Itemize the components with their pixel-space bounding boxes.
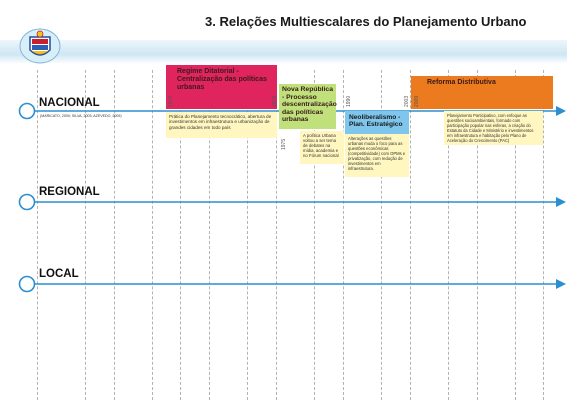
note-nova-republica: A política Urbana voltou a ser tema de debates na mídia, academia e no Fórum nacional xyxy=(300,131,344,164)
period-regime-label: Regime Ditatorial - Centralização das políticas urbanas xyxy=(177,68,267,91)
year-marker: 1990 xyxy=(346,95,352,107)
sources-note: (MARICATO, 2000; SILVA, 2003; AZEVEDO, 2009) xyxy=(40,114,122,118)
year-marker: 2003 xyxy=(404,95,410,107)
note-reforma: Planejamento Participativo, com enfoque as questões socioambientais, formado com participação popular nas esferas, a criação do Estatuto da Cidade e Ministério e investimentos em infraestrutura e habitação pelo Plano de Aceleração do Crescimento (PAC) xyxy=(444,111,543,145)
axis-label-local: LOCAL xyxy=(39,268,79,280)
note-regime: Prática do Planejamento tecnocrático, abertura de investimentos em infraestrutura e urbanização de grandes cidades em todo país xyxy=(166,112,277,138)
note-neoliberalismo: Alterações as questões urbanas muda o foco para as questões econômicas (competitividade) com OPMs e privatização, com redução de investimentos em infraestrutura. xyxy=(345,134,409,177)
year-marker: 1970 xyxy=(168,95,174,107)
period-neoliberalismo: Neoliberalismo - Plan. Estratégico xyxy=(345,111,409,134)
page-title: 3. Relações Multiescalares do Planejamento Urbano xyxy=(205,14,527,29)
year-marker: 1975 xyxy=(272,95,278,107)
year-marker: 1975 xyxy=(281,138,287,150)
axis-label-nacional: NACIONAL xyxy=(39,97,100,109)
axis-local-arrow xyxy=(20,277,567,292)
period-reforma-distributiva: Reforma Distributiva xyxy=(411,76,553,109)
axis-regional-arrow xyxy=(20,195,567,210)
period-nova-republica: Nova República - Processo descentralização das políticas urbanas xyxy=(279,84,336,129)
period-regime-ditatorial xyxy=(166,65,277,109)
year-marker: 2009 xyxy=(414,95,420,107)
axis-label-regional: REGIONAL xyxy=(39,186,100,198)
